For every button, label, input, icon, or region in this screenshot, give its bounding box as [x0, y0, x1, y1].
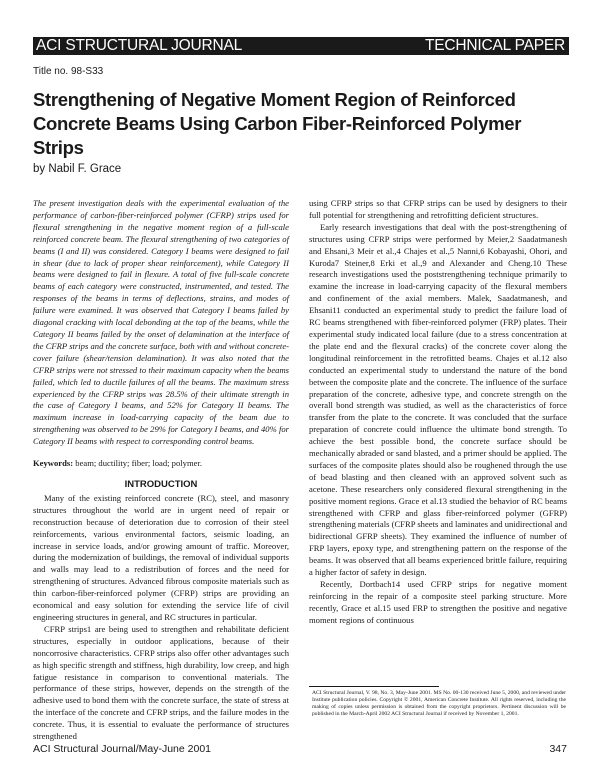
journal-name: ACI STRUCTURAL JOURNAL — [36, 37, 243, 54]
introduction-heading: INTRODUCTION — [124, 478, 198, 490]
left-column — [33, 198, 289, 743]
journal-header-bar — [33, 37, 569, 55]
right-column — [309, 198, 567, 627]
page-number: 347 — [549, 743, 567, 755]
keywords-label: Keywords: — [33, 458, 74, 469]
footnote-divider — [309, 686, 439, 687]
title-number: Title no. 98-S33 — [33, 66, 104, 77]
body-paragraph: using CFRP strips so that CFRP strips can be used by designers to their full potential for strengthening and retrofitting deficient structures. — [309, 198, 567, 220]
keywords-text: beam; ductility; fiber; load; polymer. — [75, 458, 202, 469]
body-paragraph: Many of the existing reinforced concrete (RC), steel, and masonry structures throughout the world are in urgent need of repair or reconstruction because of deterioration due to corrosion of their steel reinforcements, various environmental factors, seismic loading, an increase in service loads, and/or growing amount of traffic. Moreover, during the modernization of buildings, the removal of individual supports and walls may lead to a redistribution of forces and the need for strengthening of structures. Advanced fibrous composite materials such as thin carbon-fiber-reinforced polymer (CFRP) strips are providing an economical and easy solution for extending the service life of civil engineering structures in general, and RC structures in particular. — [33, 492, 289, 622]
publication-footnote: ACI Structural Journal, V. 98, No. 3, May-June 2001. MS No. 00-130 received June 5, 2000, and reviewed under Institute publication policies. Copyright © 2001, American Concrete Institute. All rights reserved, including the making of copies unless permission is obtained from the copyright proprietors. Pertinent discussion will be published in the March-April 2002 ACI Structural Journal if received by November 1, 2001. — [312, 690, 566, 717]
footer-journal-issue: ACI Structural Journal/May-June 2001 — [33, 743, 212, 755]
keywords-line — [33, 458, 289, 470]
paper-title: Strengthening of Negative Moment Region of Reinforced Concrete Beams Using Carbon Fiber-Reinforced Polymer Strips — [33, 89, 522, 158]
body-paragraph: Early research investigations that deal with the post-strengthening of structures using CFRP strips were performed by Meier,2 Saadatmanesh and Ehsani,3 Meir et al.,4 Chajes et al.,5 Nanni,6 Kobayashi, Ohori, and Kuroda7 Steiner,8 Erki et al.,9 and Alexander and Cheng.10 These research investigations used the poststrengthening technique primarily to examine the increase in load-carrying capacity of the flexural members and confinement of the axial members. Malek, Saadatmanesh, and Ehsani11 conducted an experimental study to predict the failure load of RC beams strengthened with fiber-reinforced polymer (FRP) plates. Their experimental study indicated local failure (due to a stress concentration at the plate end and the flexural cracks) of the concrete cover along the longitudinal reinforcement in the retrofitted beams. Chajes et al.12 also conducted an experimental study to understand the nature of the bond between the composite plate and the concrete. The influence of the surface preparation of the concrete, adhesive type, and concrete strength on the overall bond strength was studied, as well as the characteristics of force transfer from the plate to the concrete. It was concluded that the surface preparation of concrete could influence the ultimate bond strength. To achieve the best possible bond, the concrete surface should be mechanically abraded or sand blasted, and a primer should be applied. The surfaces of the composite plates should also be roughened through the use of bead blasting and then cleaned with an approved solvent such as acetone. These researchers only considered flexural strengthening in the positive moment regions. Grace et al.13 studied the behavior of RC beams strengthened with CFRP and glass fiber-reinforced polymer (GFRP) strengthening materials (CFRP sheets and laminates and unidirectional and bidirectional GFRP sheets). They examined the influence of number of FRP layers, epoxy type, and strengthening pattern on the response of the beams. It was observed that all beams experienced brittle failure, requiring a higher factor of safety in design. — [309, 221, 567, 578]
section-label: TECHNICAL PAPER — [425, 37, 565, 54]
body-paragraph: CFRP strips1 are being used to strengthen and rehabilitate deficient structures, especially in outdoor applications, because of their noncorrosive characteristics. CFRP strips also offer other advantages such as high specific strength and stiffness, high durability, low creep, and high fatigue resistance in comparison to conventional materials. The performance of these strips, however, depends on the strength of the adhesive used to bond them with the concrete surface, the state of stress at the interface of the concrete and CFRP strips, and the failure modes in the concrete. Thus, it is essential to evaluate the performance of structures strengthened — [33, 623, 289, 742]
author-byline: by Nabil F. Grace — [33, 163, 122, 175]
body-paragraph: Recently, Dortbach14 used CFRP strips for negative moment reinforcing in the repair of a composite steel parking structure. More recently, Grace et al.15 used FRP to strengthen the positive and negative moment regions of continuous — [309, 579, 567, 625]
abstract: The present investigation deals with the experimental evaluation of the performance of carbon-fiber-reinforced polymer (CFRP) strips used for flexural strengthening in the negative moment region of a full-scale reinforced concrete beam. The flexural strengthening of two categories of beams (I and II) was considered. Category I beams were designed to fail in shear (due to lack of proper shear reinforcement), while Category II beams were designed to fail in flexure. A total of five full-scale concrete beams of each category were constructed, instrumented, and tested. The responses of the beams in terms of deflections, strains, and modes of failure were examined. It was observed that Category I beams failed by diagonal cracking with local debonding at the top of the beams, while the Category II beams failed by the onset of delamination at the interface of the CFRP strips and the concrete surface, both with and without concrete-cover failure (shear/tension delamination). It was also noted that the CFRP strips were not stressed to their maximum capacity when the beams failed, which led to ductile failures of all the beams. The maximum stress experienced by the CFRP strips was 28.5% of their ultimate strength in the case of Category I beams, and 52% for Category II beams. The maximum increase in load-carrying capacity of the beam due to strengthening was observed to be 29% for Category I beams, and 40% for Category II beams with respect to corresponding control beams. — [33, 198, 289, 447]
